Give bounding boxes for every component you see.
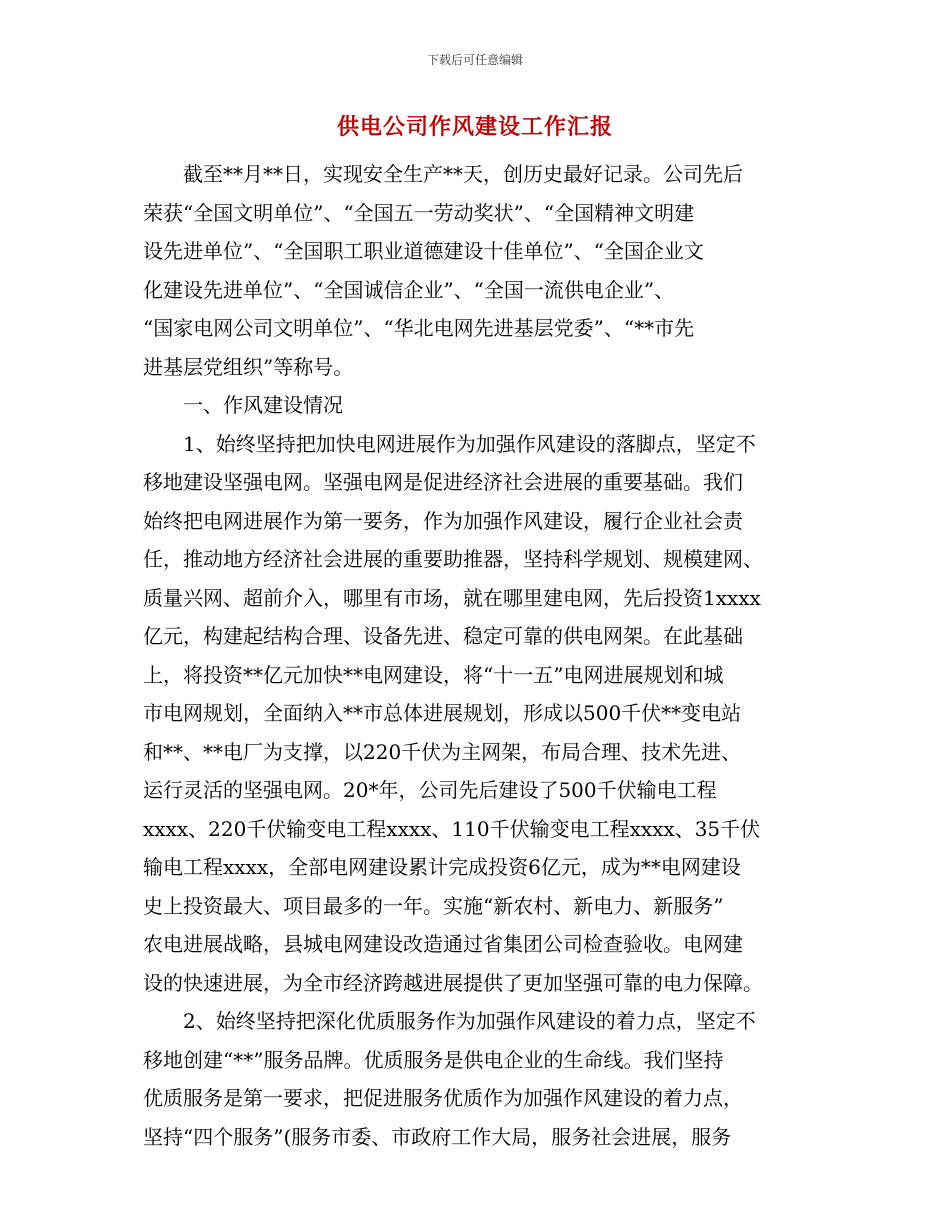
text-line: 移地建设坚强电网。坚强电网是促进经济社会进展的重要基础。我们 xyxy=(143,470,743,494)
text-line: 优质服务是第一要求，把促进服务优质作为加强作风建设的着力点， xyxy=(143,1086,743,1110)
text-line: 质量兴网、超前介入，哪里有市场，就在哪里建电网，先后投资1xxxx xyxy=(143,585,761,610)
text-line: 荣获“全国文明单位”、“全国五一劳动奖状”、“全国精神文明建 xyxy=(143,200,695,225)
text-line: 市电网规划，全面纳入**市总体进展规划，形成以500千伏**变电站 xyxy=(143,701,742,725)
text-line: 始终把电网进展作为第一要务，作为加强作风建设，履行企业社会责 xyxy=(143,508,743,533)
text-line: 任，推动地方经济社会进展的重要助推器，坚持科学规划、规模建网、 xyxy=(143,547,763,571)
document-body xyxy=(143,155,808,1156)
text-line: 移地创建“**”服务品牌。优质服务是供电企业的生命线。我们坚持 xyxy=(143,1047,724,1072)
text-line: 农电进展战略，县城电网建设改造通过省集团公司检查验收。电网建 xyxy=(143,932,743,956)
text-line: 截至**月**日，实现安全生产**天，创历史最好记录。公司先后 xyxy=(143,162,743,186)
text-line: 2、始终坚持把深化优质服务作为加强作风建设的着力点，坚定不 xyxy=(143,1009,756,1033)
text-line: xxxx、220千伏输变电工程xxxx、110千伏输变电工程xxxx、35千伏 xyxy=(143,816,761,841)
text-line: 设先进单位”、“全国职工职业道德建设十佳单位”、“全国企业文 xyxy=(143,239,704,263)
text-line: “国家电网公司文明单位”、“华北电网先进基层党委”、“**市先 xyxy=(143,316,695,340)
text-line: 1、始终坚持把加快电网进展作为加强作风建设的落脚点，坚定不 xyxy=(143,431,756,456)
text-line: 化建设先进单位”、“全国诚信企业”、“全国一流供电企业”、 xyxy=(143,277,675,302)
text-line: 史上投资最大、项目最多的一年。实施“新农村、新电力、新服务” xyxy=(143,893,724,918)
text-line: 和**、**电厂为支撑，以220千伏为主网架，布局合理、技术先进、 xyxy=(143,739,742,764)
text-line: 亿元，构建起结构合理、设备先进、稳定可靠的供电网架。在此基础 xyxy=(143,624,743,648)
text-line: 上，将投资**亿元加快**电网建设，将“十一五”电网进展规划和城 xyxy=(143,662,724,687)
text-line: 一、作风建设情况 xyxy=(143,393,343,417)
text-line: 设的快速进展，为全市经济跨越进展提供了更加坚强可靠的电力保障。 xyxy=(143,970,763,995)
text-line: 进基层党组织”等称号。 xyxy=(143,354,354,379)
header-note: 下载后可任意编辑 xyxy=(426,53,523,67)
document-title: 供电公司作风建设工作汇报 xyxy=(336,114,613,140)
text-line: 运行灵活的坚强电网。20*年，公司先后建设了500千伏输电工程 xyxy=(143,778,717,802)
text-line: 输电工程xxxx，全部电网建设累计完成投资6亿元，成为**电网建设 xyxy=(143,855,741,879)
text-line: 坚持“四个服务”(服务市委、市政府工作大局，服务社会进展，服务 xyxy=(143,1124,732,1149)
